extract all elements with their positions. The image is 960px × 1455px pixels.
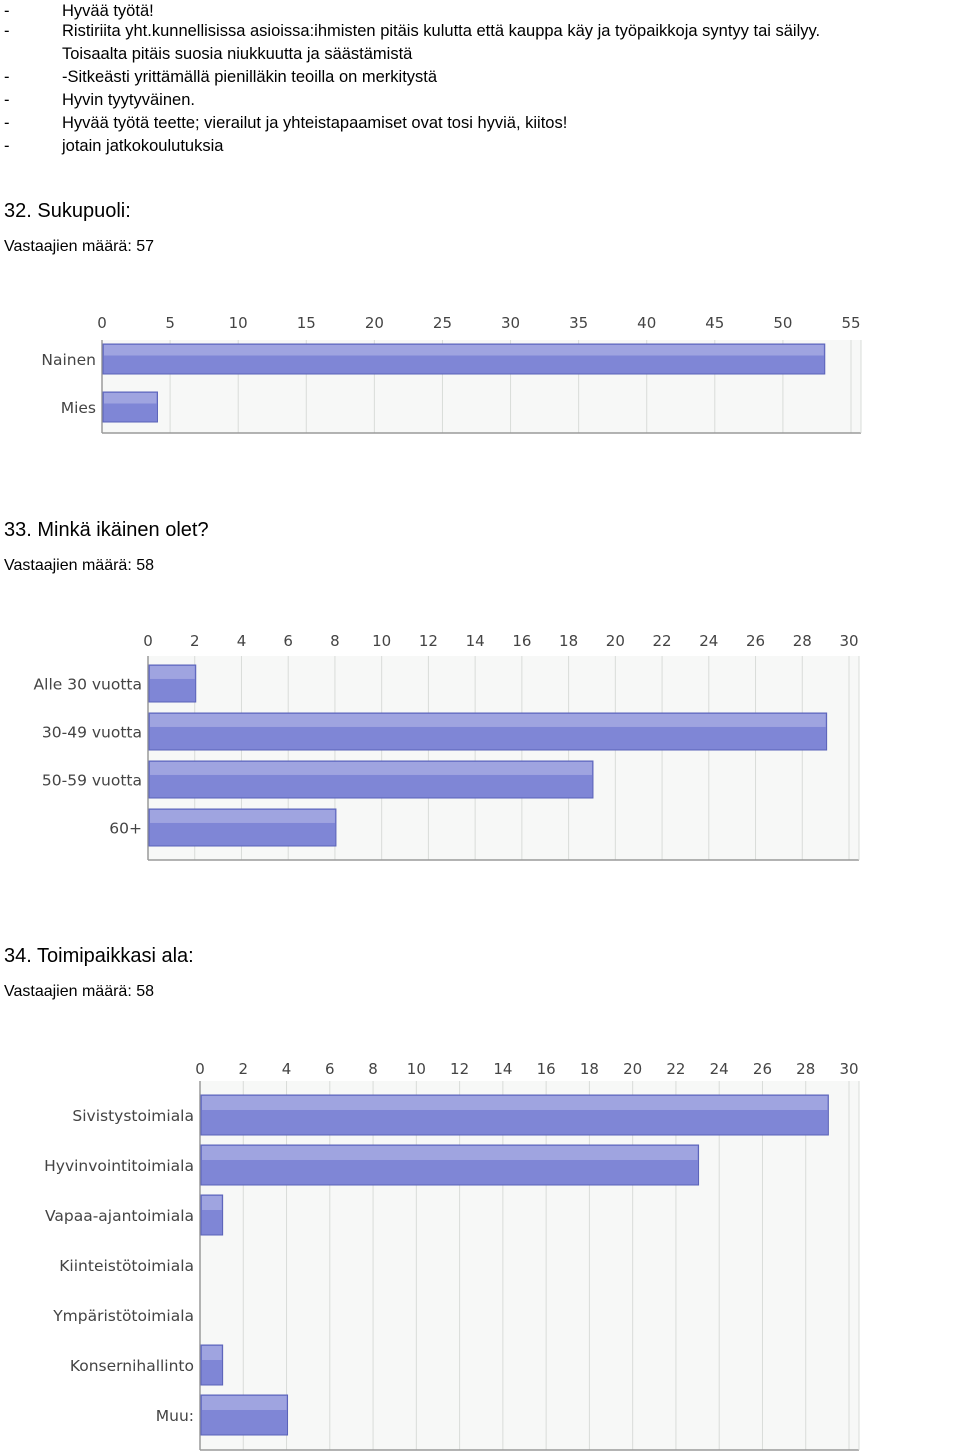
tick-label: 20: [623, 1060, 643, 1078]
category-label: 50-59 vuotta: [41, 771, 142, 790]
list-dash: -: [4, 68, 10, 86]
tick-label: 14: [465, 632, 485, 650]
comment-text: jotain jatkokoulutuksia: [62, 137, 224, 155]
tick-label: 40: [637, 314, 657, 332]
tick-label: 20: [364, 314, 384, 332]
tick-label: 50: [773, 314, 793, 332]
tick-label: 20: [605, 632, 625, 650]
bar-highlight: [202, 1146, 698, 1160]
respondent-count: Vastaajien määrä: 58: [4, 983, 155, 1000]
category-label: 60+: [109, 819, 142, 838]
tick-label: 18: [559, 632, 579, 650]
category-label: Ympäristötoimiala: [53, 1307, 194, 1325]
comment-text: Toisaalta pitäis suosia niukkuutta ja säästämistä: [62, 45, 413, 63]
tick-label: 18: [579, 1060, 599, 1078]
chart-gender: [0, 300, 960, 445]
category-label: Mies: [60, 399, 96, 417]
comment-text: Hyvin tyytyväinen.: [62, 91, 195, 109]
tick-label: 24: [709, 1060, 729, 1078]
tick-label: 30: [839, 632, 859, 650]
tick-label: 28: [792, 632, 812, 650]
tick-label: 6: [325, 1060, 335, 1078]
tick-label: 24: [699, 632, 719, 650]
category-label: Sivistystoimiala: [72, 1107, 194, 1125]
tick-label: 15: [296, 314, 316, 332]
respondent-count: Vastaajien määrä: 57: [4, 238, 155, 255]
comment-text: Ristiriita yht.kunnellisissa asioissa:ihmisten pitäis kulutta että kauppa käy ja työpaikkoja syntyy tai säilyy.: [62, 22, 821, 40]
category-label: Hyvinvointitoimiala: [44, 1157, 194, 1175]
comment-text: -Sitkeästi yrittämällä pienilläkin teoilla on merkitystä: [62, 68, 438, 86]
plot-area: [200, 1081, 859, 1450]
category-label: Alle 30 vuotta: [33, 675, 142, 694]
tick-label: 35: [569, 314, 589, 332]
comment-text: Hyvää työtä teette; vierailut ja yhteistapaamiset ovat tosi hyviä, kiitos!: [62, 114, 568, 132]
category-label: Nainen: [41, 351, 96, 369]
bar-highlight: [104, 345, 824, 356]
tick-label: 4: [236, 632, 247, 650]
list-dash: -: [4, 137, 10, 155]
category-label: Vapaa-ajantoimiala: [44, 1207, 194, 1225]
tick-label: 8: [330, 632, 340, 650]
tick-label: 12: [450, 1060, 470, 1078]
comment-text: Hyvää työtä!: [62, 2, 154, 20]
bar-highlight: [104, 393, 156, 404]
tick-label: 16: [512, 632, 532, 650]
tick-label: 55: [841, 314, 861, 332]
bar-highlight: [202, 1096, 827, 1110]
tick-label: 22: [652, 632, 672, 650]
question-title: 33. Minkä ikäinen olet?: [4, 519, 209, 541]
list-dash: -: [4, 91, 10, 109]
list-dash: -: [4, 2, 10, 20]
tick-label: 12: [418, 632, 438, 650]
tick-label: 0: [143, 632, 153, 650]
respondent-count: Vastaajien määrä: 58: [4, 557, 155, 574]
category-label: Kiinteistötoimiala: [59, 1257, 194, 1275]
tick-label: 14: [493, 1060, 513, 1078]
tick-label: 10: [228, 314, 248, 332]
tick-label: 8: [368, 1060, 378, 1078]
category-label: Konsernihallinto: [69, 1357, 194, 1375]
tick-label: 26: [752, 1060, 773, 1078]
category-label: Muu:: [155, 1407, 194, 1425]
tick-label: 4: [281, 1060, 292, 1078]
tick-label: 30: [500, 314, 521, 332]
tick-label: 2: [189, 632, 200, 650]
question-title: 34. Toimipaikkasi ala:: [4, 945, 194, 967]
tick-label: 0: [97, 314, 107, 332]
category-label: 30-49 vuotta: [41, 723, 142, 742]
bar-highlight: [202, 1196, 222, 1210]
chart-sector: [0, 1045, 960, 1455]
tick-label: 26: [745, 632, 766, 650]
bar-highlight: [150, 714, 826, 727]
tick-label: 10: [372, 632, 392, 650]
bar-highlight: [150, 810, 335, 823]
bar-chart-sector: [0, 1045, 960, 1455]
bar-highlight: [150, 762, 592, 775]
tick-label: 2: [238, 1060, 249, 1078]
tick-label: 6: [283, 632, 293, 650]
tick-label: 25: [432, 314, 453, 332]
bar-highlight: [202, 1346, 222, 1360]
bar-highlight: [150, 666, 195, 679]
tick-label: 0: [195, 1060, 205, 1078]
tick-label: 16: [536, 1060, 556, 1078]
tick-label: 28: [796, 1060, 816, 1078]
bar-chart-gender: [0, 300, 960, 445]
question-title: 32. Sukupuoli:: [4, 200, 131, 222]
tick-label: 30: [839, 1060, 859, 1078]
tick-label: 45: [705, 314, 725, 332]
chart-age: [0, 620, 960, 870]
bar-chart-age: [0, 620, 960, 870]
tick-label: 22: [666, 1060, 686, 1078]
list-dash: -: [4, 114, 10, 132]
list-dash: -: [4, 22, 10, 40]
bar-highlight: [202, 1396, 287, 1410]
tick-label: 10: [406, 1060, 426, 1078]
tick-label: 5: [165, 314, 175, 332]
